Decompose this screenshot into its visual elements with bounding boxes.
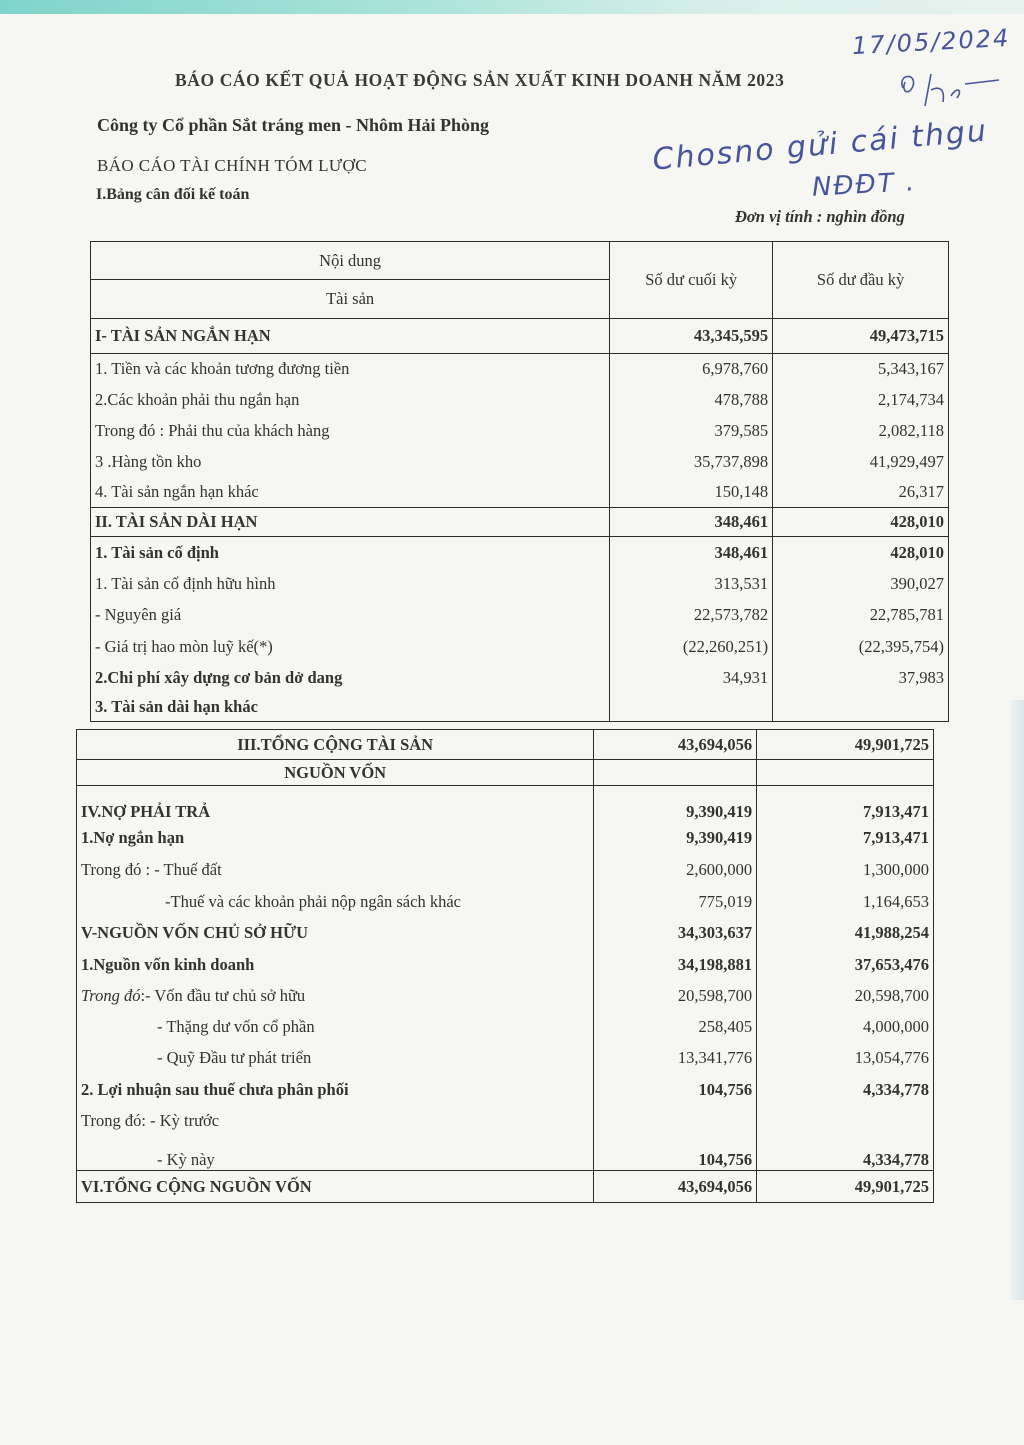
table-row (77, 1043, 934, 1074)
row-label: - Giá trị hao mòn luỹ kế(*) (91, 631, 610, 663)
row-begin: 1,164,653 (757, 886, 934, 918)
row-begin: 49,473,715 (773, 319, 949, 354)
table-row (77, 949, 934, 981)
row-label: Trong đó : Phải thu của khách hàng (91, 416, 610, 447)
total-assets-begin: 49,901,725 (757, 730, 934, 760)
row-label (77, 981, 594, 1012)
table-row (91, 319, 949, 354)
table-row (77, 918, 934, 949)
handwritten-signature (895, 66, 1005, 116)
row-begin: 41,988,254 (757, 918, 934, 949)
row-begin: 5,343,167 (773, 354, 949, 385)
table-row (91, 600, 949, 631)
table-row (91, 537, 949, 569)
row-end: 43,345,595 (610, 319, 773, 354)
row-end: 22,573,782 (610, 600, 773, 631)
row-begin: 4,334,778 (757, 1137, 934, 1171)
row-label: 3 .Hàng tồn kho (91, 447, 610, 478)
row-label: 4. Tài sản ngắn hạn khác (91, 478, 610, 508)
handwritten-date: 17/05/2024 (851, 23, 1011, 61)
table-row (77, 854, 934, 886)
table-row (77, 1074, 934, 1106)
row-end: 6,978,760 (610, 354, 773, 385)
row-begin: 37,653,476 (757, 949, 934, 981)
right-shadow (1010, 700, 1024, 1300)
row-end: 13,341,776 (594, 1043, 757, 1074)
handwritten-note-line2: NĐĐT . (811, 167, 917, 203)
row-begin: 2,174,734 (773, 385, 949, 416)
row-label-italic: Trong đó (81, 986, 141, 1005)
header-end-balance: Số dư cuối kỳ (610, 242, 773, 319)
table-row (91, 385, 949, 416)
row-label: 1.Nguồn vốn kinh doanh (77, 949, 594, 981)
handwritten-note-line1: Chosno gửi cái thgu (651, 113, 990, 178)
row-end: 35,737,898 (610, 447, 773, 478)
row-end (610, 694, 773, 722)
table-row (91, 631, 949, 663)
row-end: 775,019 (594, 886, 757, 918)
row-label: IV.NỢ PHẢI TRẢ (77, 786, 594, 822)
header-row (91, 242, 949, 280)
row-end: 478,788 (610, 385, 773, 416)
assets-table (90, 241, 949, 722)
row-begin: 4,334,778 (757, 1074, 934, 1106)
row-begin: 22,785,781 (773, 600, 949, 631)
row-begin: 13,054,776 (757, 1043, 934, 1074)
row-end: 379,585 (610, 416, 773, 447)
total-sources-end: 43,694,056 (594, 1171, 757, 1203)
section-heading: I.Bảng cân đối kế toán (96, 186, 250, 203)
header-assets: Tài sản (91, 280, 610, 319)
row-end: 348,461 (610, 537, 773, 569)
total-sources-row (77, 1171, 934, 1203)
row-begin: 7,913,471 (757, 822, 934, 854)
row-begin: 428,010 (773, 537, 949, 569)
row-label: 2. Lợi nhuận sau thuế chưa phân phối (77, 1074, 594, 1106)
row-end: 34,931 (610, 663, 773, 694)
row-begin: 20,598,700 (757, 981, 934, 1012)
row-begin: 37,983 (773, 663, 949, 694)
row-end: 150,148 (610, 478, 773, 508)
table-row (91, 569, 949, 600)
row-begin: 41,929,497 (773, 447, 949, 478)
company-name: Công ty Cổ phần Sắt tráng men - Nhôm Hải Phòng (97, 115, 490, 135)
row-begin (773, 694, 949, 722)
row-label: - Kỳ này (77, 1137, 594, 1171)
row-label: 2.Các khoản phải thu ngắn hạn (91, 385, 610, 416)
row-label: 3. Tài sản dài hạn khác (91, 694, 610, 722)
table-row (77, 786, 934, 822)
row-end: 348,461 (610, 508, 773, 537)
row-begin: (22,395,754) (773, 631, 949, 663)
table-row (77, 981, 934, 1012)
row-begin: 2,082,118 (773, 416, 949, 447)
table-row (77, 1137, 934, 1171)
table-row (91, 663, 949, 694)
total-sources-begin: 49,901,725 (757, 1171, 934, 1203)
row-begin: 390,027 (773, 569, 949, 600)
total-sources-label: VI.TỔNG CỘNG NGUỒN VỐN (77, 1171, 594, 1203)
table-row (91, 354, 949, 385)
row-begin: 1,300,000 (757, 854, 934, 886)
row-label: 1.Nợ ngắn hạn (77, 822, 594, 854)
row-end: 258,405 (594, 1012, 757, 1043)
sources-heading-row (77, 760, 934, 786)
sources-heading: NGUỒN VỐN (77, 760, 594, 786)
table-row (77, 1106, 934, 1137)
row-label: V-NGUỒN VỐN CHỦ SỞ HỮU (77, 918, 594, 949)
row-end: 104,756 (594, 1137, 757, 1171)
empty-cell (757, 760, 934, 786)
row-label: II. TÀI SẢN DÀI HẠN (91, 508, 610, 537)
row-end: (22,260,251) (610, 631, 773, 663)
row-end (594, 1106, 757, 1137)
unit-note: Đơn vị tính : nghìn đồng (735, 207, 905, 226)
row-label: - Quỹ Đầu tư phát triển (77, 1043, 594, 1074)
row-label: Trong đó: - Kỳ trước (77, 1106, 594, 1137)
row-end: 9,390,419 (594, 786, 757, 822)
row-label: - Nguyên giá (91, 600, 610, 631)
row-label: - Thặng dư vốn cổ phần (77, 1012, 594, 1043)
row-end: 313,531 (610, 569, 773, 600)
table-row (77, 886, 934, 918)
row-begin: 428,010 (773, 508, 949, 537)
header-begin-balance: Số dư đầu kỳ (773, 242, 949, 319)
row-label: 1. Tài sản cố định hữu hình (91, 569, 610, 600)
table-row (77, 1012, 934, 1043)
row-end: 9,390,419 (594, 822, 757, 854)
table-row (91, 416, 949, 447)
row-begin (757, 1106, 934, 1137)
table-row (91, 478, 949, 508)
row-begin: 4,000,000 (757, 1012, 934, 1043)
row-label: I- TÀI SẢN NGẮN HẠN (91, 319, 610, 354)
row-end: 34,198,881 (594, 949, 757, 981)
table-row (91, 447, 949, 478)
sources-table (76, 729, 934, 1203)
row-end: 20,598,700 (594, 981, 757, 1012)
header-content: Nội dung (91, 242, 610, 280)
table-row (77, 822, 934, 854)
total-assets-label: III.TỔNG CỘNG TÀI SẢN (77, 730, 594, 760)
row-end: 104,756 (594, 1074, 757, 1106)
row-label: 2.Chi phí xây dựng cơ bản dở dang (91, 663, 610, 694)
row-begin: 7,913,471 (757, 786, 934, 822)
row-label: 1. Tài sản cố định (91, 537, 610, 569)
total-assets-row (77, 730, 934, 760)
total-assets-end: 43,694,056 (594, 730, 757, 760)
row-label-rest: :- Vốn đầu tư chủ sở hữu (140, 986, 306, 1005)
table-row (91, 694, 949, 722)
row-label: 1. Tiền và các khoản tương đương tiền (91, 354, 610, 385)
report-title: BÁO CÁO KẾT QUẢ HOẠT ĐỘNG SẢN XUẤT KINH DOANH NĂM 2023 (175, 70, 785, 90)
row-begin: 26,317 (773, 478, 949, 508)
table-row (91, 508, 949, 537)
row-end: 2,600,000 (594, 854, 757, 886)
row-end: 34,303,637 (594, 918, 757, 949)
row-label: Trong đó : - Thuế đất (77, 854, 594, 886)
report-subtitle: BÁO CÁO TÀI CHÍNH TÓM LƯỢC (97, 156, 367, 175)
empty-cell (594, 760, 757, 786)
row-label: -Thuế và các khoản phải nộp ngân sách khác (77, 886, 594, 918)
